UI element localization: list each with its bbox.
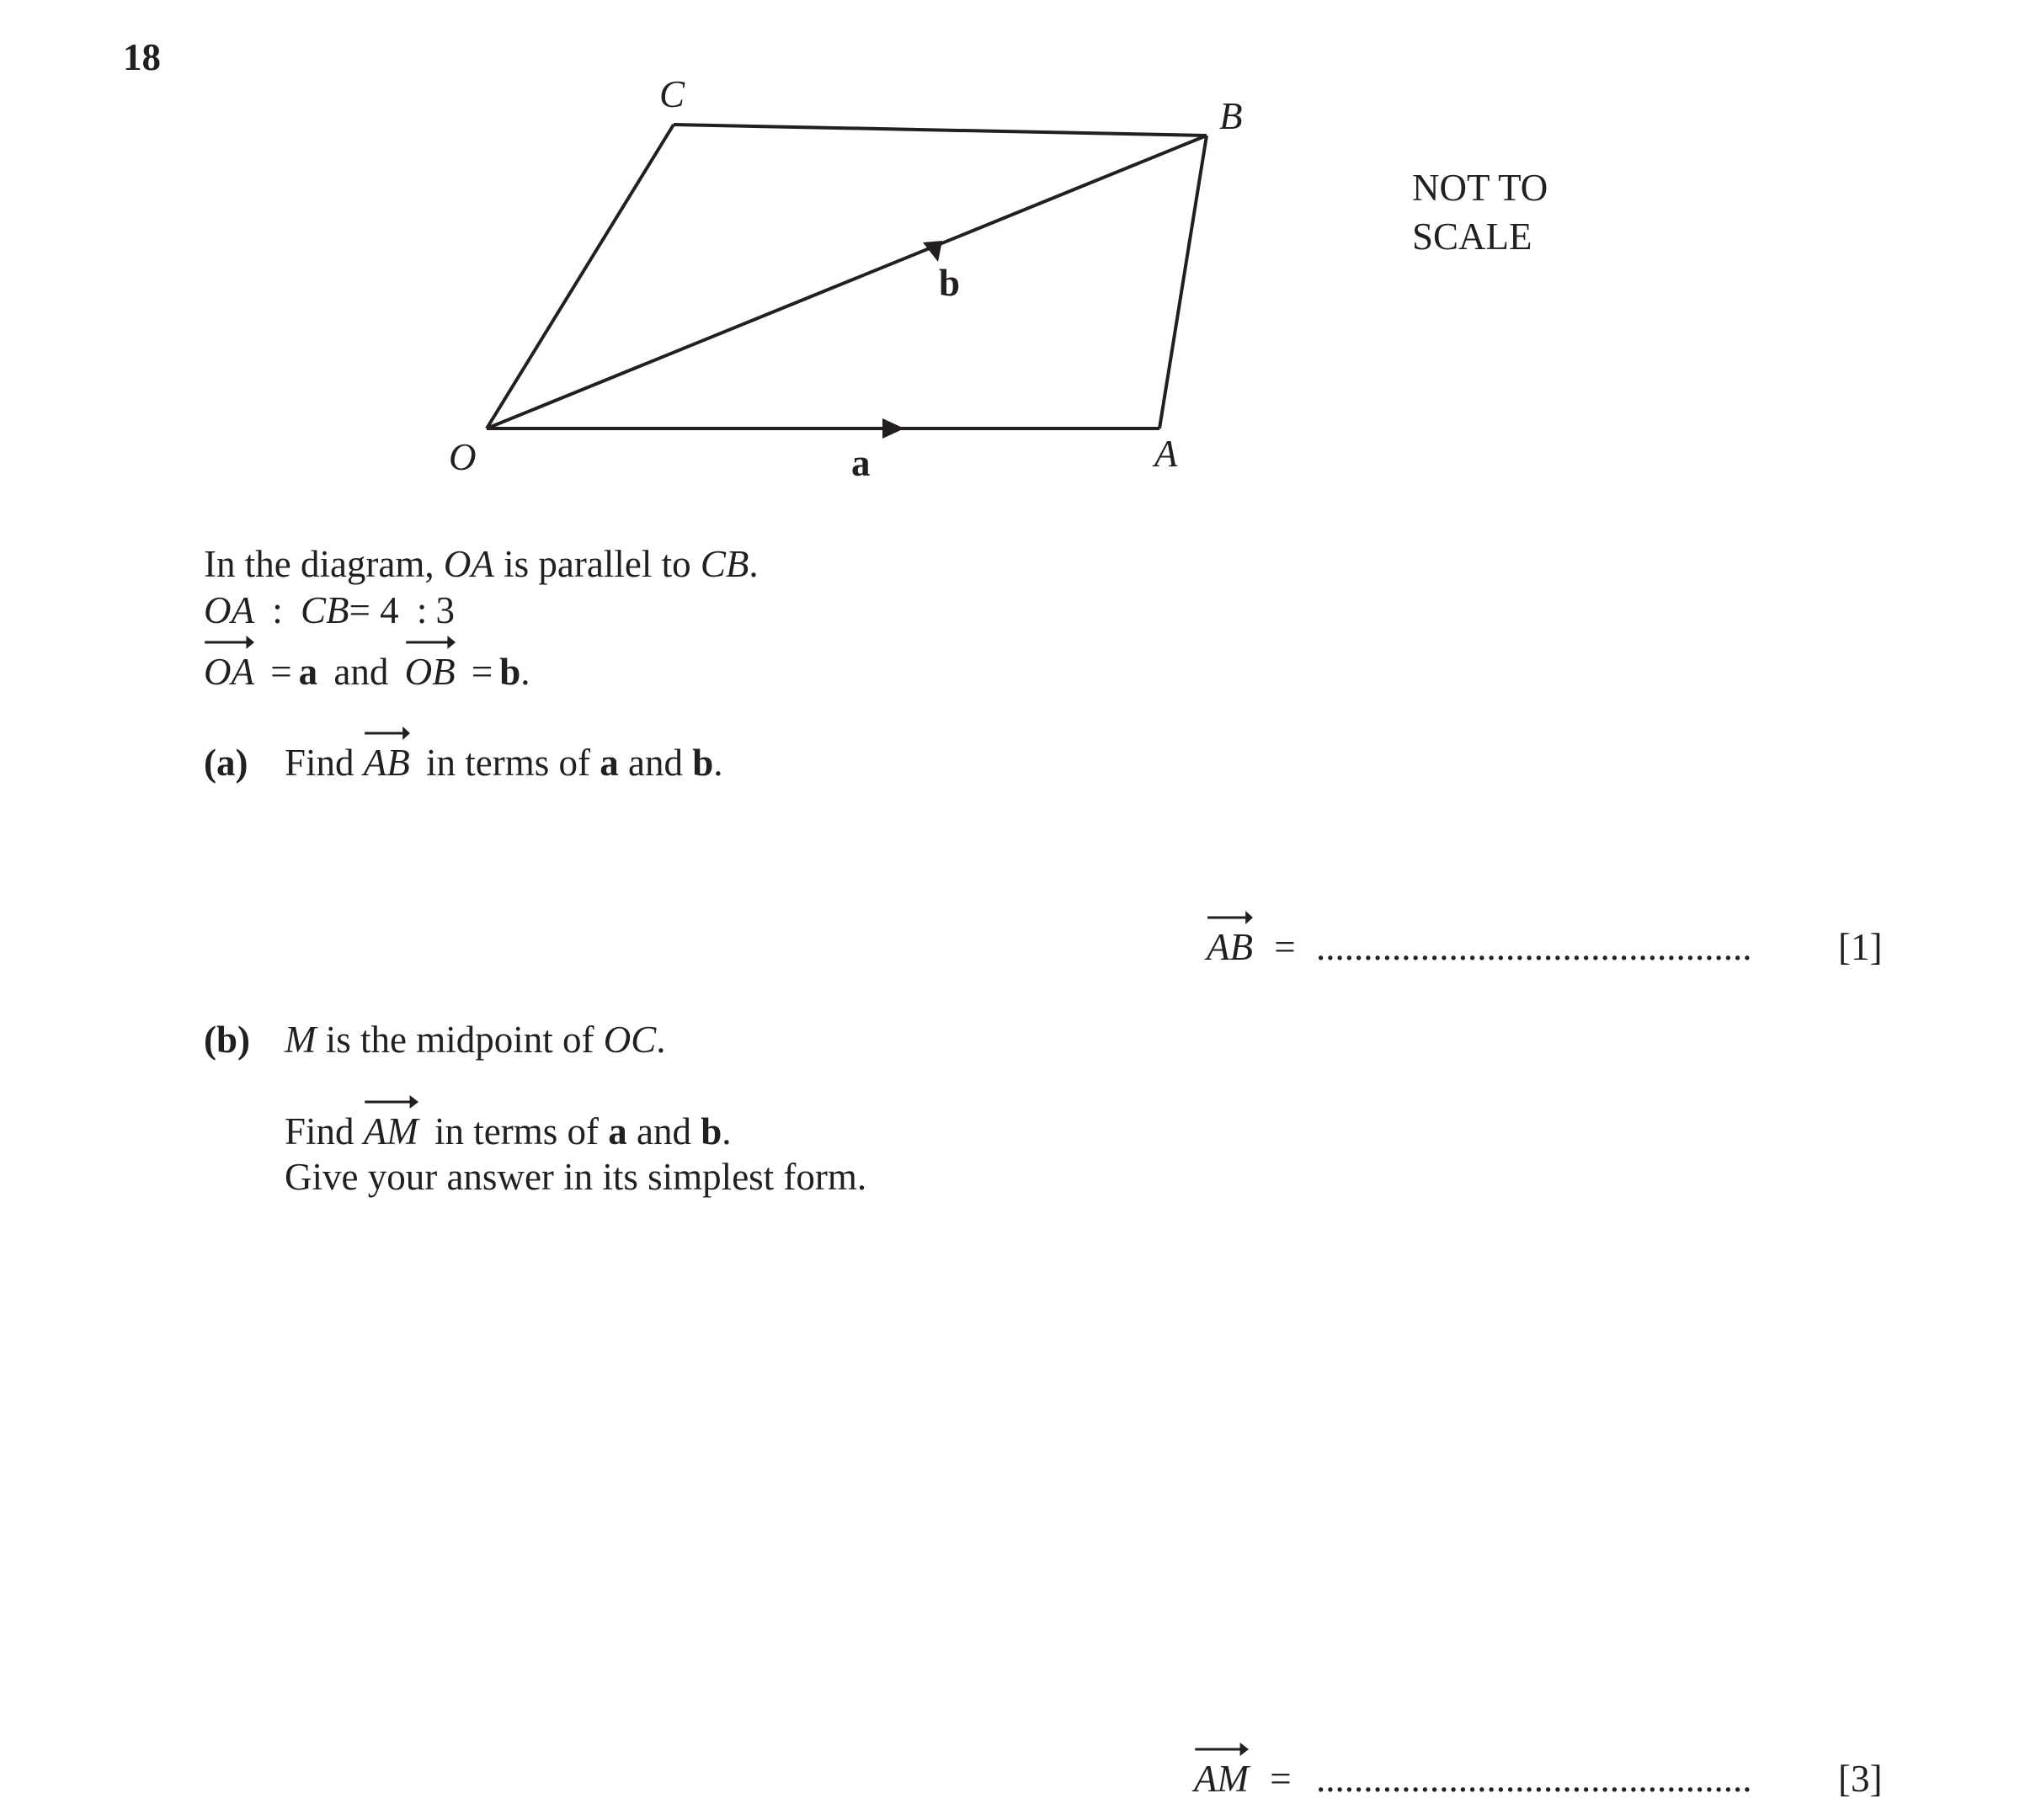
part-a-label: (a) <box>204 742 248 784</box>
vector-AB <box>1207 926 1253 968</box>
vertex-label-A: A <box>1154 433 1178 475</box>
edge-OC <box>487 125 674 428</box>
ratio-colon: : <box>416 589 428 631</box>
vector-arrow-icon <box>1207 908 1253 927</box>
equals-sign: = <box>471 651 493 693</box>
parallelogram-diagram <box>0 0 2036 539</box>
vector-OB <box>405 653 456 691</box>
question-text: and <box>627 742 683 784</box>
info-parallel-statement <box>204 545 759 583</box>
edge-OB <box>487 136 1207 428</box>
vector-OA-text: OA <box>204 651 254 693</box>
info-text: and <box>333 651 389 693</box>
info-text: is parallel to <box>493 543 701 585</box>
part-a-question <box>285 744 723 782</box>
question-text: and <box>636 1110 691 1152</box>
scale-note-line2: SCALE <box>1412 216 1532 258</box>
vector-arrow-icon <box>364 1093 418 1111</box>
ratio-colon: : <box>272 589 283 631</box>
part-a-marks: [1] <box>1838 926 1883 968</box>
vector-AM <box>1194 1760 1249 1798</box>
vector-AM <box>363 1110 418 1152</box>
vector-arrow-icon <box>364 724 410 742</box>
point-M: M <box>285 1019 317 1061</box>
vector-b: b <box>692 742 714 784</box>
part-a-answer-label <box>1207 926 1296 968</box>
vector-a: a <box>600 742 619 784</box>
question-text: . <box>713 742 723 784</box>
vector-OB-text: OB <box>404 651 456 693</box>
vector-b: b <box>701 1110 722 1152</box>
vector-arrow-icon <box>1194 1740 1249 1759</box>
part-b-marks: [3] <box>1838 1758 1883 1800</box>
part-b-label: (b) <box>204 1019 250 1061</box>
question-text: Find <box>285 742 354 784</box>
question-text: in terms of <box>434 1110 599 1152</box>
question-text: Find <box>285 1110 354 1152</box>
segment-CB: CB <box>700 543 749 585</box>
ratio-value: = 4 <box>349 589 399 631</box>
vector-label-a: a <box>851 442 871 484</box>
ratio-value: 3 <box>435 589 455 631</box>
segment-OA: OA <box>204 589 254 631</box>
info-text: In the diagram, <box>204 543 444 585</box>
part-b-answer-label <box>1194 1760 1292 1798</box>
vector-a: a <box>298 651 318 693</box>
segment-OA: OA <box>443 543 494 585</box>
edge-CB <box>674 125 1207 136</box>
vector-label-b: b <box>939 262 961 304</box>
vector-arrow-icon <box>405 633 456 652</box>
vector-OA <box>204 653 254 691</box>
info-vector-definitions <box>204 653 530 691</box>
vertex-label-O: O <box>449 436 477 478</box>
vector-a: a <box>608 1110 627 1152</box>
equals-sign: = <box>1270 1758 1292 1800</box>
question-text: is the midpoint of <box>325 1019 594 1061</box>
info-text: . <box>749 543 759 585</box>
vector-AB-text: AB <box>1207 926 1253 968</box>
edge-AB <box>1159 136 1207 428</box>
scale-note-line1: NOT TO <box>1412 167 1548 209</box>
question-text: in terms of <box>426 742 590 784</box>
segment-OC: OC <box>603 1019 657 1061</box>
info-ratio <box>204 589 455 631</box>
question-number: 18 <box>123 36 161 78</box>
equals-sign: = <box>1274 926 1296 968</box>
question-text: . <box>656 1019 666 1061</box>
equals-sign: = <box>270 651 292 693</box>
part-b-question <box>285 1110 732 1152</box>
vector-AB-text: AB <box>363 742 410 784</box>
segment-CB: CB <box>301 589 349 631</box>
vertex-label-C: C <box>659 73 685 115</box>
part-b-midpoint-statement <box>285 1021 666 1059</box>
part-b-answer-field[interactable]: .............................................. <box>1316 1760 1752 1798</box>
part-a-answer-field[interactable]: .............................................. <box>1316 929 1752 966</box>
vector-AM-text: AM <box>1194 1758 1249 1800</box>
part-b-instruction: Give your answer in its simplest form. <box>285 1156 867 1198</box>
vector-b: b <box>499 651 521 693</box>
info-text: . <box>520 651 530 693</box>
vector-AB <box>364 744 410 782</box>
vertex-label-B: B <box>1219 95 1243 137</box>
arrow-head-a <box>882 418 904 439</box>
question-text: . <box>722 1110 732 1152</box>
vector-arrow-icon <box>204 633 254 652</box>
vector-AM-text: AM <box>363 1110 418 1152</box>
